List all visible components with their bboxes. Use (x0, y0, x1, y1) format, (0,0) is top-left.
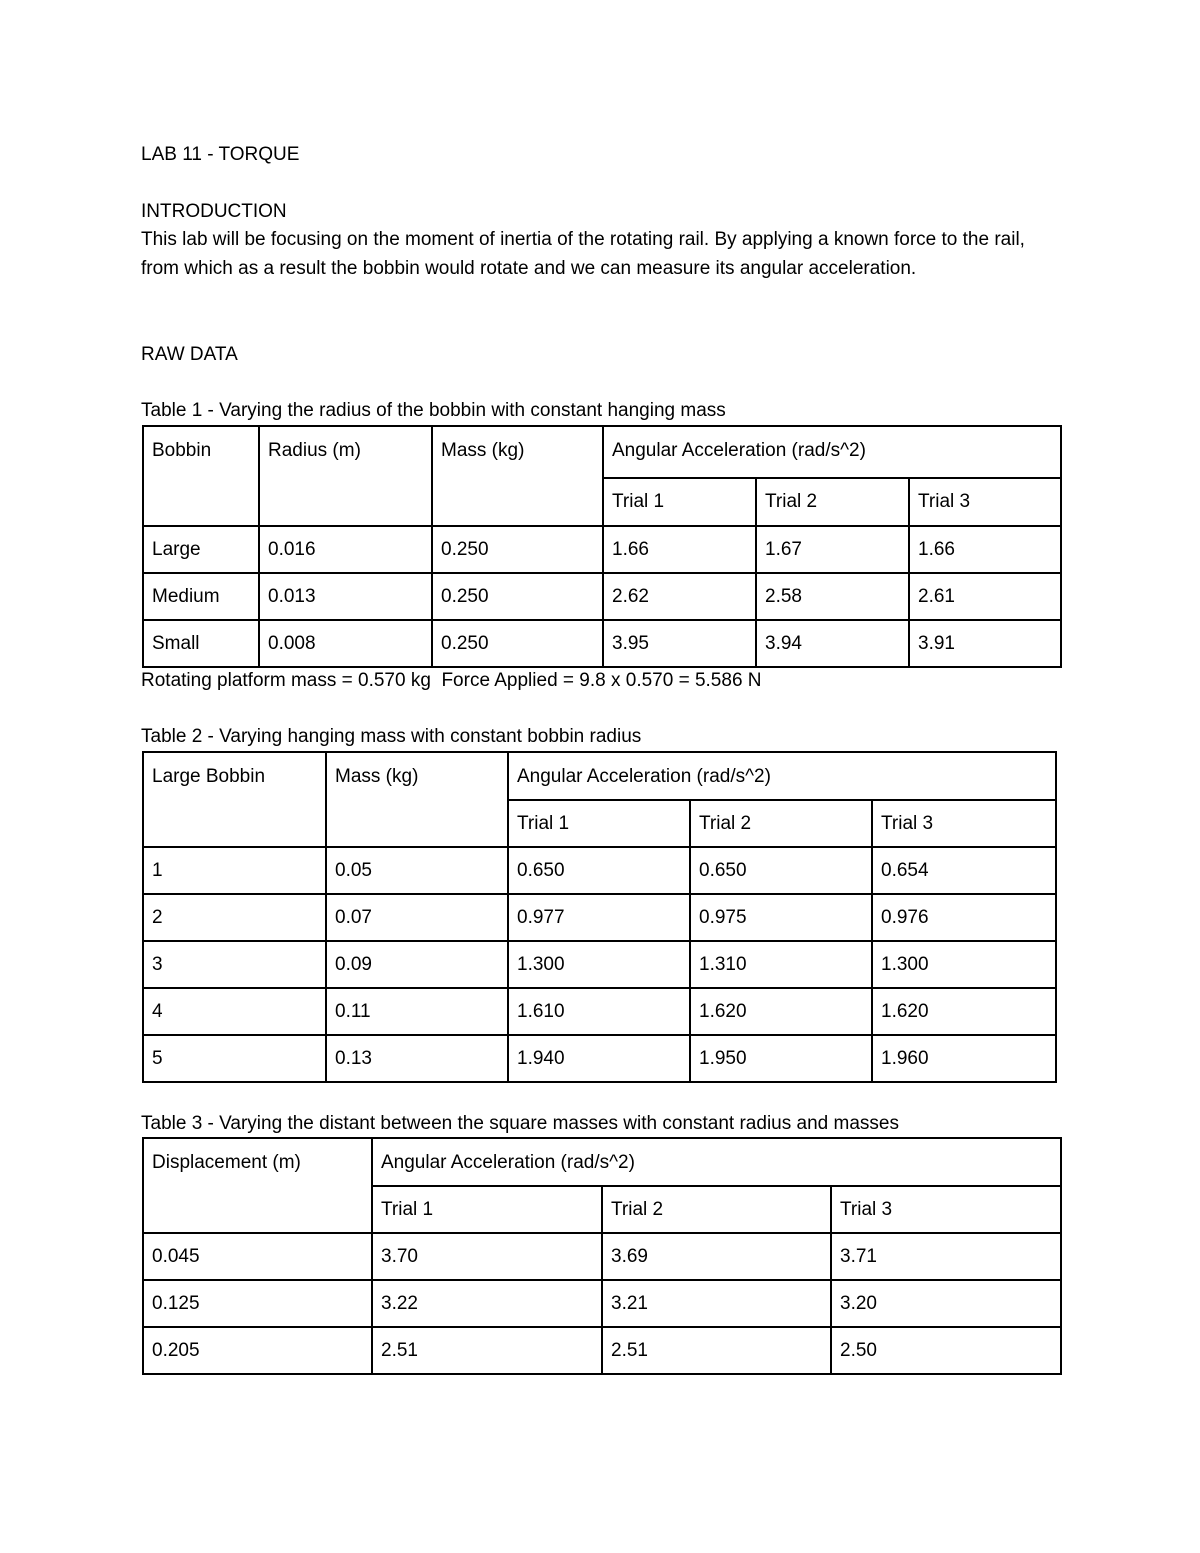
table-cell: 1.66 (909, 526, 1061, 573)
table-cell: 0.250 (432, 573, 603, 620)
table-cell: 1.66 (603, 526, 756, 573)
table3-caption: Table 3 - Varying the distant between the square masses with constant radius and masses (141, 1113, 899, 1134)
table-cell: Medium (143, 573, 259, 620)
table2-header-row (143, 752, 1056, 800)
table-cell: 3 (143, 941, 326, 988)
table2-header-angular-acceleration: Angular Acceleration (rad/s^2) (508, 752, 1056, 800)
table-cell: 3.95 (603, 620, 756, 667)
table1-header-row (143, 426, 1061, 478)
table1-trial-2-header: Trial 2 (756, 478, 909, 526)
table-cell: 3.22 (372, 1280, 602, 1327)
table-row (143, 526, 1061, 573)
document-title: LAB 11 - TORQUE (141, 144, 300, 165)
table-cell: 1.67 (756, 526, 909, 573)
table-cell: 0.013 (259, 573, 432, 620)
table-cell: 2.58 (756, 573, 909, 620)
table-cell: 3.70 (372, 1233, 602, 1280)
table2-trial-2-header: Trial 2 (690, 800, 872, 847)
table-cell: 0.650 (690, 847, 872, 894)
table-cell: 0.09 (326, 941, 508, 988)
table-cell: Small (143, 620, 259, 667)
table-cell: 0.975 (690, 894, 872, 941)
table-cell: 3.21 (602, 1280, 831, 1327)
table-cell: 0.05 (326, 847, 508, 894)
table1 (142, 425, 1062, 668)
table-cell: 4 (143, 988, 326, 1035)
table3-header-angular-acceleration: Angular Acceleration (rad/s^2) (372, 1138, 1061, 1186)
table1-header-angular-acceleration: Angular Acceleration (rad/s^2) (603, 426, 1061, 478)
table-cell: 0.976 (872, 894, 1056, 941)
table-cell: 2.61 (909, 573, 1061, 620)
table-cell: 3.71 (831, 1233, 1061, 1280)
table-row (143, 1280, 1061, 1327)
table-cell: 0.250 (432, 620, 603, 667)
table1-note: Rotating platform mass = 0.570 kg Force Applied = 9.8 x 0.570 = 5.586 N (141, 670, 762, 691)
table3-header-displacement: Displacement (m) (143, 1138, 372, 1233)
table-cell: 1.310 (690, 941, 872, 988)
introduction-paragraph: This lab will be focusing on the moment of inertia of the rotating rail. By applying a known force to the rail, from which as a result the bobbin would rotate and we can measure its angular acceleration. (141, 229, 1025, 279)
table3-trial-1-header: Trial 1 (372, 1186, 602, 1233)
table-cell: 3.94 (756, 620, 909, 667)
table-cell: 0.654 (872, 847, 1056, 894)
table-row (143, 573, 1061, 620)
table2-header-large-bobbin: Large Bobbin (143, 752, 326, 847)
table3-header-row (143, 1138, 1061, 1186)
table-cell: 0.977 (508, 894, 690, 941)
table3-trial-3-header: Trial 3 (831, 1186, 1061, 1233)
table-row (143, 941, 1056, 988)
table2-header-mass: Mass (kg) (326, 752, 508, 847)
table-cell: 1.620 (872, 988, 1056, 1035)
table-cell: 1.620 (690, 988, 872, 1035)
table-cell: 1.960 (872, 1035, 1056, 1082)
table1-trial-3-header: Trial 3 (909, 478, 1061, 526)
table-row (143, 988, 1056, 1035)
table-cell: 1.300 (872, 941, 1056, 988)
table-cell: 0.205 (143, 1327, 372, 1374)
table-cell: 0.125 (143, 1280, 372, 1327)
table-cell: 3.20 (831, 1280, 1061, 1327)
table-cell: 2.51 (372, 1327, 602, 1374)
table-cell: 0.008 (259, 620, 432, 667)
table-cell: 2.62 (603, 573, 756, 620)
table-cell: 1.300 (508, 941, 690, 988)
table-cell: 5 (143, 1035, 326, 1082)
table-cell: 2.50 (831, 1327, 1061, 1374)
table3 (142, 1137, 1062, 1375)
table2-trial-1-header: Trial 1 (508, 800, 690, 847)
table2 (142, 751, 1057, 1083)
table-cell: 0.07 (326, 894, 508, 941)
table1-header-mass: Mass (kg) (432, 426, 603, 526)
table-row (143, 1035, 1056, 1082)
table-cell: 1.940 (508, 1035, 690, 1082)
table1-caption: Table 1 - Varying the radius of the bobbin with constant hanging mass (141, 400, 726, 421)
table-cell: 2 (143, 894, 326, 941)
table-cell: 0.650 (508, 847, 690, 894)
raw-data-heading: RAW DATA (141, 344, 238, 365)
table-cell: 0.250 (432, 526, 603, 573)
table-cell: 1.610 (508, 988, 690, 1035)
table-cell: 2.51 (602, 1327, 831, 1374)
table-row (143, 1327, 1061, 1374)
table2-caption: Table 2 - Varying hanging mass with constant bobbin radius (141, 726, 642, 747)
introduction-heading: INTRODUCTION (141, 201, 287, 222)
table-cell: 0.016 (259, 526, 432, 573)
table2-trial-3-header: Trial 3 (872, 800, 1056, 847)
table-row (143, 894, 1056, 941)
table-cell: 1.950 (690, 1035, 872, 1082)
table-cell: 3.91 (909, 620, 1061, 667)
table-cell: 1 (143, 847, 326, 894)
table-cell: 0.045 (143, 1233, 372, 1280)
table-cell: 3.69 (602, 1233, 831, 1280)
table1-trial-1-header: Trial 1 (603, 478, 756, 526)
table-cell: Large (143, 526, 259, 573)
table-cell: 0.11 (326, 988, 508, 1035)
table3-trial-2-header: Trial 2 (602, 1186, 831, 1233)
table-row (143, 620, 1061, 667)
table-cell: 0.13 (326, 1035, 508, 1082)
table-row (143, 1233, 1061, 1280)
table-row (143, 847, 1056, 894)
table1-header-bobbin: Bobbin (143, 426, 259, 526)
table1-header-radius: Radius (m) (259, 426, 432, 526)
